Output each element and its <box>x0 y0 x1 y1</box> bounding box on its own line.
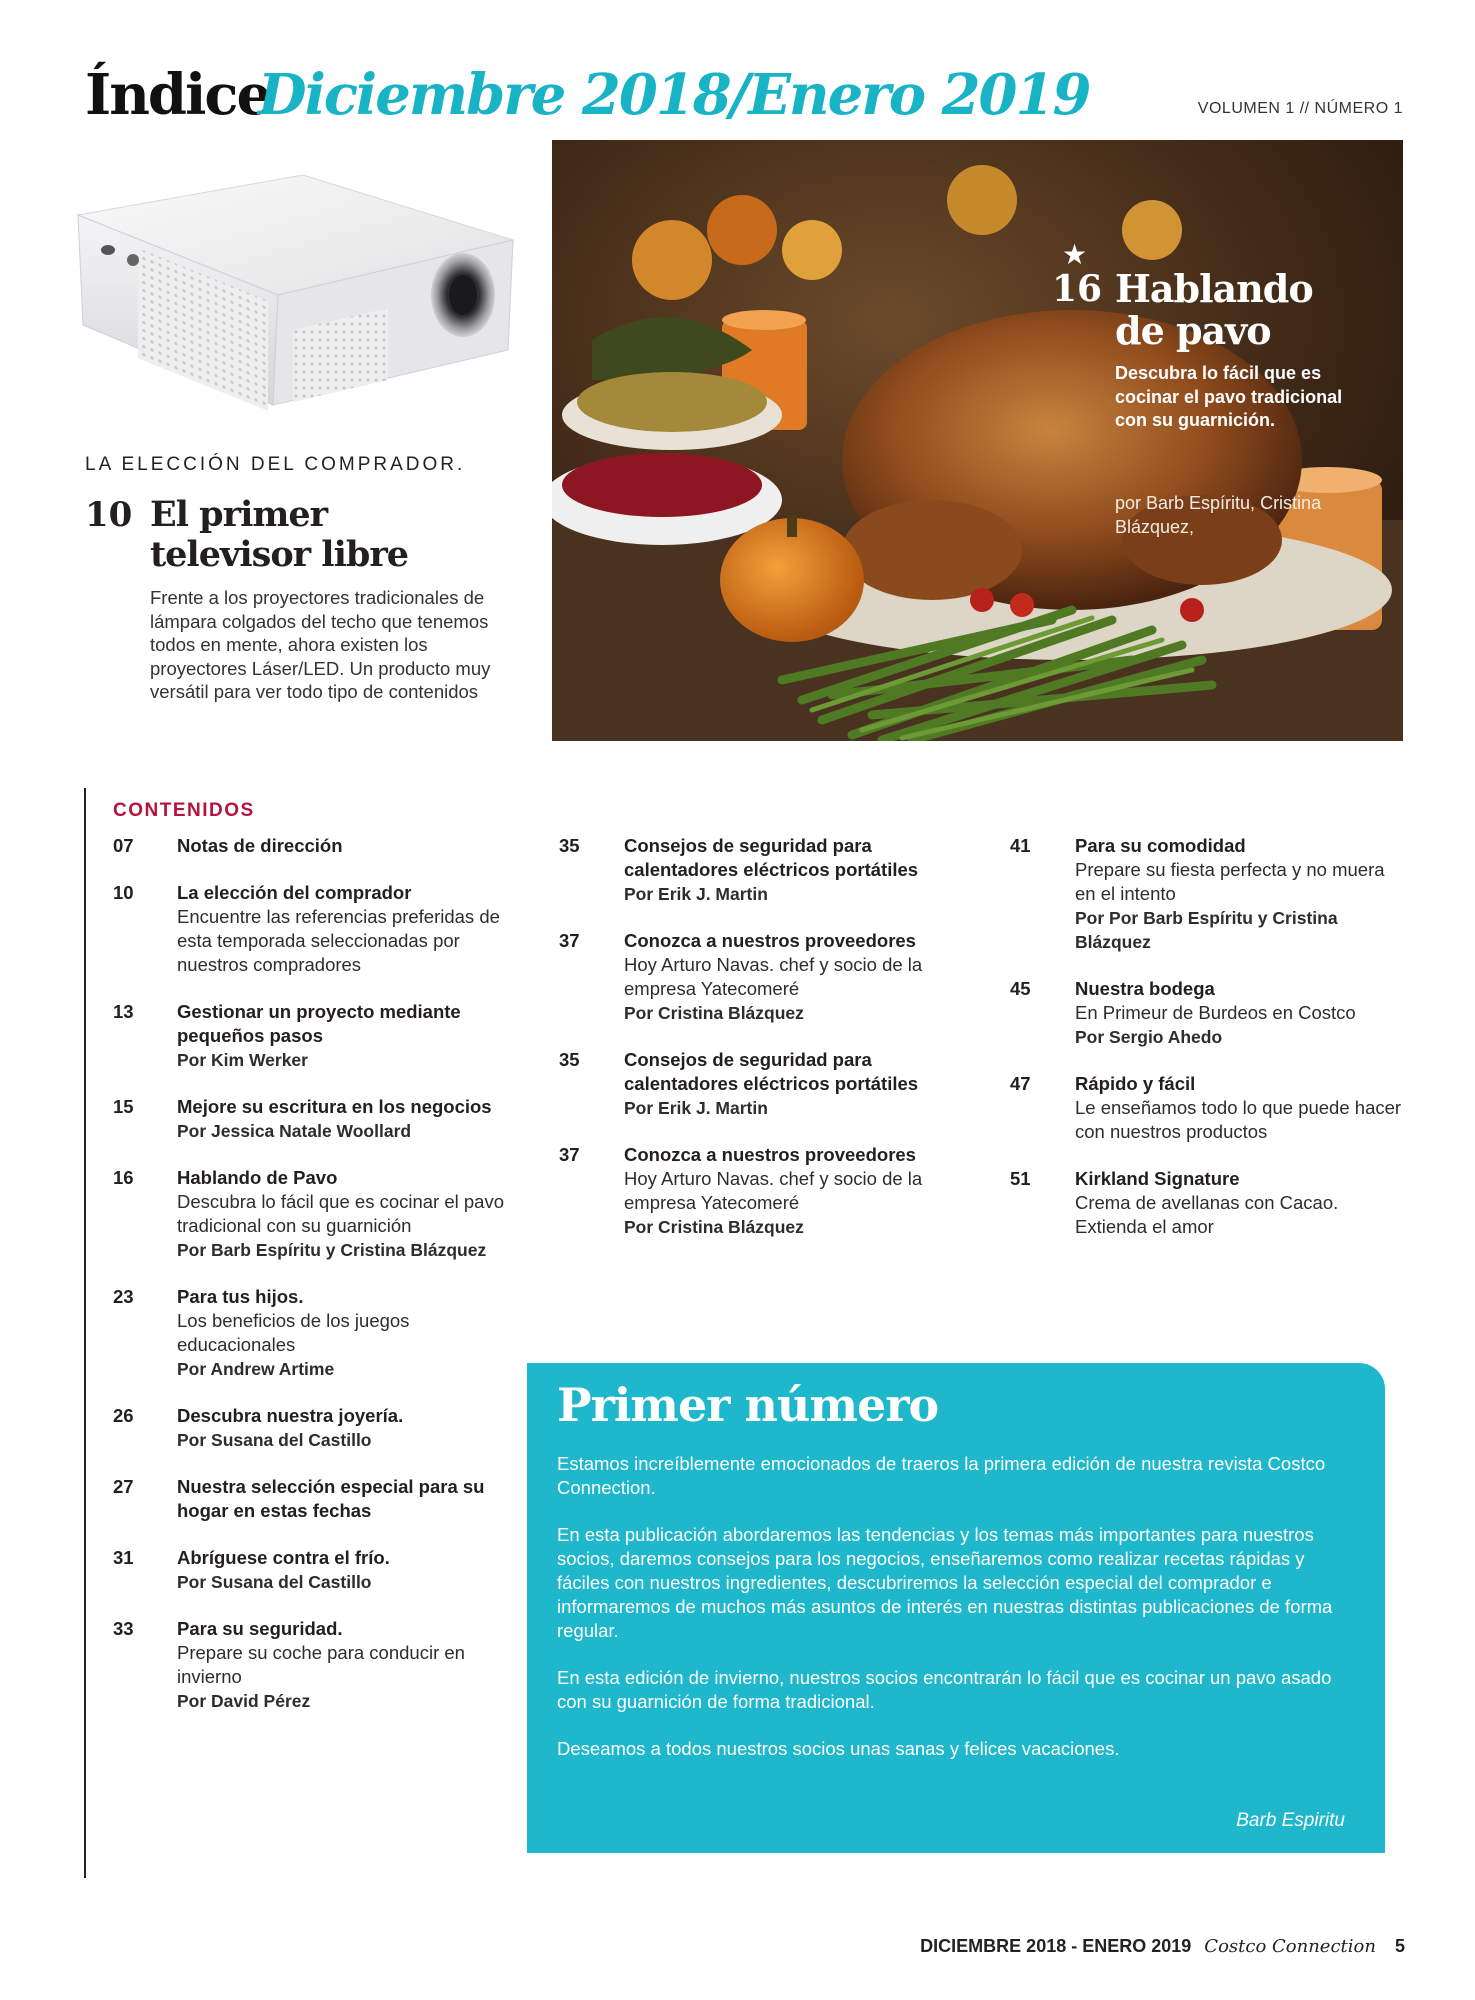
first-issue-paragraph: En esta publicación abordaremos las tendencias y los temas más importantes para nuestros socios, daremos consejos para los negocios, enseñaremos como realizar recetas rápidas y fáciles con nuestros ingredientes, descubriremos la selección especial del comprador e informaremos de muchos más asuntos de interés en nuestras distintas publicaciones de forma regular. <box>557 1524 1333 1641</box>
contents-entry[interactable] <box>113 881 513 977</box>
contents-column-2 <box>559 834 939 1262</box>
page-title: Índice <box>85 62 271 128</box>
contents-entry-title: Rápido y fácil <box>1075 1073 1196 1094</box>
contents-entry[interactable] <box>1010 834 1410 954</box>
contents-entry-description: Crema de avellanas con Cacao. Extienda el amor <box>1075 1192 1339 1237</box>
contents-entry-body <box>177 1095 492 1143</box>
page-number: 5 <box>1394 1936 1405 1956</box>
contents-entry-page: 35 <box>559 835 580 856</box>
contents-entry-page: 37 <box>559 930 580 951</box>
contents-entry-description: En Primeur de Burdeos en Costco <box>1075 1002 1356 1023</box>
star-icon: ★ <box>1062 239 1088 270</box>
contents-entry[interactable] <box>113 1475 513 1523</box>
contents-entry-author: Por Erik J. Martin <box>624 1098 768 1118</box>
contents-divider <box>84 788 86 1878</box>
first-issue-signature: Barb Espiritu <box>1236 1810 1345 1831</box>
contents-entry-page: 45 <box>1010 978 1031 999</box>
contents-entry-body <box>177 1546 390 1594</box>
contents-entry-page: 31 <box>113 1547 134 1568</box>
contents-entry[interactable] <box>113 1404 513 1452</box>
contents-entry-author: Por Erik J. Martin <box>624 884 768 904</box>
contents-entry-title: Conozca a nuestros proveedores <box>624 1144 916 1165</box>
contents-entry-body <box>177 1285 513 1381</box>
contents-entry-title: Conozca a nuestros proveedores <box>624 930 916 951</box>
contents-entry-title: Notas de dirección <box>177 835 343 856</box>
contents-entry-title: Hablando de Pavo <box>177 1167 338 1188</box>
contents-entry-title: Nuestra selección especial para su hogar en estas fechas <box>177 1476 485 1521</box>
contents-entry-description: Le enseñamos todo lo que puede hacer con nuestros productos <box>1075 1097 1402 1142</box>
cover-feature-title[interactable]: Hablando de pavo <box>1115 266 1313 353</box>
contents-entry-page: 13 <box>113 1001 134 1022</box>
cover-feature-author: por Barb Espíritu, Cristina Blázquez, <box>1115 493 1322 537</box>
contents-entry-title: Descubra nuestra joyería. <box>177 1405 404 1426</box>
contents-entry-page: 33 <box>113 1618 134 1639</box>
contents-entry-title: La elección del comprador <box>177 882 412 903</box>
feature-description: Frente a los proyectores tradicionales de lámpara colgados del techo que tenemos todos en mente, ahora existen los proyectores Láser/LED. Un producto muy versátil para ver todo tipo de contenidos <box>150 587 491 702</box>
contents-heading: CONTENIDOS <box>113 800 255 821</box>
contents-entry-body <box>1075 1072 1410 1144</box>
contents-entry-author: Por Cristina Blázquez <box>624 1003 804 1023</box>
contents-entry-page: 16 <box>113 1167 134 1188</box>
contents-entry-title: Abríguese contra el frío. <box>177 1547 390 1568</box>
volume-number: VOLUMEN 1 // NÚMERO 1 <box>1197 100 1403 117</box>
contents-entry-description: Descubra lo fácil que es cocinar el pavo tradicional con su guarnición <box>177 1191 505 1236</box>
first-issue-title: Primer número <box>557 1378 939 1432</box>
contents-entry-body <box>624 929 939 1025</box>
contents-entry-body <box>624 1048 939 1120</box>
contents-entry[interactable] <box>113 1546 513 1594</box>
contents-entry[interactable] <box>1010 977 1410 1049</box>
contents-entry-title: Gestionar un proyecto mediante pequeños pasos <box>177 1001 461 1046</box>
contents-entry-description: Prepare su coche para conducir en invierno <box>177 1642 465 1687</box>
cover-feature-page-number: 16 <box>1052 268 1103 310</box>
contents-entry-author: Por Susana del Castillo <box>177 1430 372 1450</box>
contents-entry[interactable] <box>113 1000 513 1072</box>
contents-entry-title: Consejos de seguridad para calentadores eléctricos portátiles <box>624 835 919 880</box>
contents-entry-author: Por Jessica Natale Woollard <box>177 1121 412 1141</box>
issue-date-range: Diciembre 2018/Enero 2019 <box>258 62 1090 128</box>
contents-entry-body <box>177 1617 513 1713</box>
contents-entry-title: Kirkland Signature <box>1075 1168 1240 1189</box>
contents-entry-page: 26 <box>113 1405 134 1426</box>
contents-entry-body <box>624 1143 939 1239</box>
contents-entry-page: 51 <box>1010 1168 1031 1189</box>
contents-entry[interactable] <box>113 834 513 858</box>
contents-entry-author: Por Kim Werker <box>177 1050 308 1070</box>
contents-entry-page: 15 <box>113 1096 134 1117</box>
first-issue-paragraph: En esta edición de invierno, nuestros socios encontrarán lo fácil que es cocinar un pavo asado con su guarnición de forma tradicional. <box>557 1667 1332 1712</box>
contents-entry[interactable] <box>559 1143 939 1239</box>
contents-entry-title: Para tus hijos. <box>177 1286 304 1307</box>
contents-entry-title: Consejos de seguridad para calentadores eléctricos portátiles <box>624 1049 919 1094</box>
cover-feature-description: Descubra lo fácil que es cocinar el pavo tradicional con su guarnición. <box>1115 363 1343 430</box>
contents-column-3 <box>1010 834 1410 1262</box>
contents-entry[interactable] <box>113 1617 513 1713</box>
contents-entry-description: Encuentre las referencias preferidas de esta temporada seleccionadas por nuestros compradores <box>177 906 500 975</box>
contents-entry[interactable] <box>559 929 939 1025</box>
contents-entry-author: Por Sergio Ahedo <box>1075 1027 1223 1047</box>
contents-entry-author: Por Barb Espíritu y Cristina Blázquez <box>177 1240 487 1260</box>
contents-entry-page: 23 <box>113 1286 134 1307</box>
contents-entry[interactable] <box>559 1048 939 1120</box>
footer-date: DICIEMBRE 2018 - ENERO 2019 <box>920 1936 1192 1956</box>
contents-entry-body <box>177 1475 513 1523</box>
contents-entry-body <box>177 1000 513 1072</box>
first-issue-paragraph: Estamos increíblemente emocionados de traeros la primera edición de nuestra revista Costco Connection. <box>557 1453 1326 1498</box>
contents-entry-page: 27 <box>113 1476 134 1497</box>
contents-entry-author: Por Andrew Artime <box>177 1359 335 1379</box>
contents-entry-page: 35 <box>559 1049 580 1070</box>
feature-page-number: 10 <box>85 495 133 535</box>
contents-entry[interactable] <box>113 1095 513 1143</box>
turkey-dinner-photo <box>552 140 1403 741</box>
contents-entry-body <box>1075 977 1356 1049</box>
contents-entry-body <box>177 1166 513 1262</box>
contents-entry-body <box>177 834 343 858</box>
footer-publication: Costco Connection <box>1204 1936 1376 1957</box>
contents-entry-title: Nuestra bodega <box>1075 978 1215 999</box>
contents-entry[interactable] <box>113 1166 513 1262</box>
contents-entry-body <box>624 834 939 906</box>
contents-entry-body <box>1075 1167 1410 1239</box>
contents-entry-page: 10 <box>113 882 134 903</box>
contents-entry-title: Para su comodidad <box>1075 835 1246 856</box>
contents-entry-page: 47 <box>1010 1073 1031 1094</box>
contents-entry-description: Prepare su fiesta perfecta y no muera en el intento <box>1075 859 1385 904</box>
contents-entry-author: Por Por Barb Espíritu y Cristina Blázquez <box>1075 908 1338 952</box>
contents-entry-body <box>177 1404 403 1452</box>
contents-entry-body <box>1075 834 1410 954</box>
contents-entry[interactable] <box>559 834 939 906</box>
contents-entry-page: 37 <box>559 1144 580 1165</box>
contents-entry-author: Por Cristina Blázquez <box>624 1217 804 1237</box>
contents-entry-description: Hoy Arturo Navas. chef y socio de la empresa Yatecomeré <box>624 954 923 999</box>
contents-entry[interactable] <box>1010 1167 1410 1239</box>
contents-entry-description: Los beneficios de los juegos educacionales <box>177 1310 410 1355</box>
first-issue-body <box>557 1452 1357 1784</box>
buyer-choice-kicker: LA ELECCIÓN DEL COMPRADOR. <box>85 454 466 475</box>
contents-entry-author: Por Susana del Castillo <box>177 1572 372 1592</box>
projector-image <box>68 160 518 430</box>
contents-entry-description: Hoy Arturo Navas. chef y socio de la empresa Yatecomeré <box>624 1168 923 1213</box>
contents-column-1 <box>113 834 513 1736</box>
feature-title[interactable]: El primer televisor libre <box>150 494 409 575</box>
first-issue-paragraph: Deseamos a todos nuestros socios unas sanas y felices vacaciones. <box>557 1738 1120 1759</box>
contents-entry[interactable] <box>113 1285 513 1381</box>
contents-entry-title: Mejore su escritura en los negocios <box>177 1096 492 1117</box>
page-footer <box>920 1936 1405 1957</box>
contents-entry-author: Por David Pérez <box>177 1691 311 1711</box>
contents-entry-title: Para su seguridad. <box>177 1618 343 1639</box>
contents-entry[interactable] <box>1010 1072 1410 1144</box>
contents-entry-body <box>177 881 513 977</box>
contents-entry-page: 07 <box>113 835 134 856</box>
contents-entry-page: 41 <box>1010 835 1031 856</box>
